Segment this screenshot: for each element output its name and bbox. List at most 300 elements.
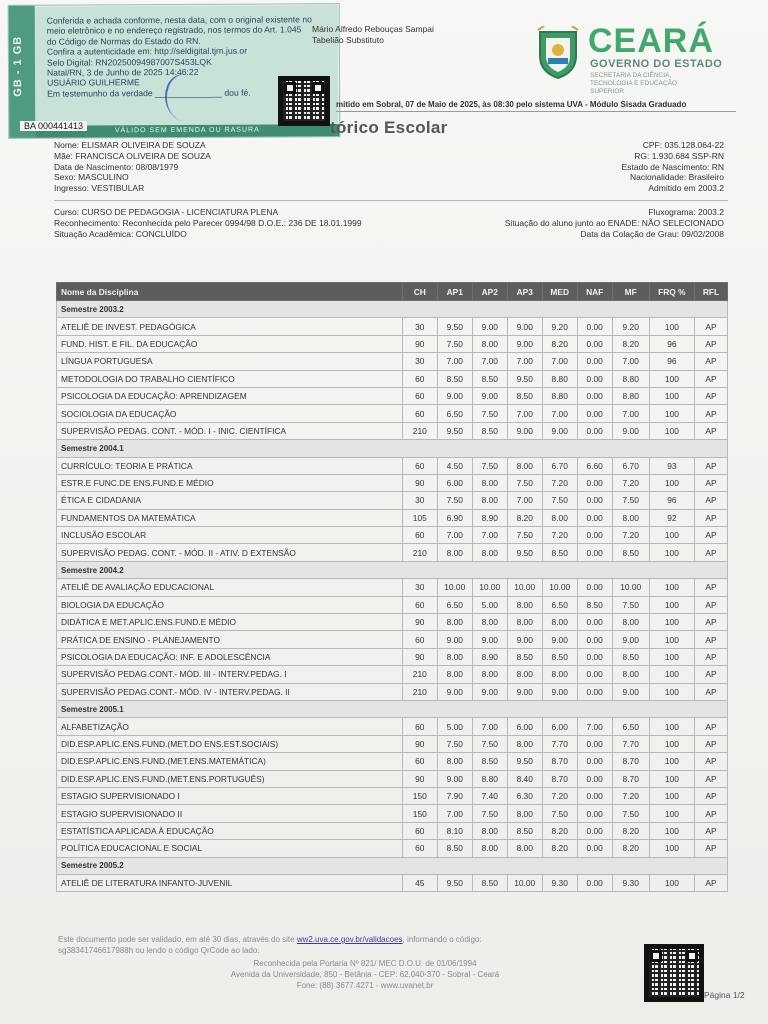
stamp-line: Em testemunho da verdade ______________ dou fé.: [47, 87, 251, 99]
table-cell: 7.20: [542, 527, 577, 544]
column-header: NAF: [577, 283, 612, 301]
table-cell: 7.70: [542, 735, 577, 752]
table-cell: 7.00: [472, 527, 507, 544]
info-line: Situação do aluno junto ao ENADE: NÃO SELECIONADO: [504, 217, 724, 228]
table-cell: AP: [695, 787, 728, 804]
table-cell: 100: [649, 683, 694, 700]
table-cell: DID.ESP.APLIC.ENS.FUND.(MET.DO ENS.EST.SOCIAIS): [57, 735, 403, 752]
table-cell: 0.00: [577, 805, 612, 822]
table-cell: PSICOLOGIA DA EDUCAÇÃO: APRENDIZAGEM: [57, 387, 403, 404]
tabeliao-name: Mário Alfredo Rebouças Sampai: [312, 24, 434, 34]
table-cell: 96: [649, 492, 694, 509]
divider: [54, 200, 728, 201]
footer-line: Avenida da Universidade, 850 - Betânia - CEP: 62.040-370 - Sobral - Ceará: [230, 970, 500, 979]
table-row: [57, 527, 728, 544]
table-row: [57, 840, 728, 857]
table-cell: LÍNGUA PORTUGUESA: [57, 353, 403, 370]
table-cell: 7.50: [542, 805, 577, 822]
table-cell: AP: [695, 666, 728, 683]
table-cell: 9.50: [507, 370, 542, 387]
table-cell: 9.00: [437, 387, 472, 404]
table-cell: 100: [649, 805, 694, 822]
table-cell: 8.00: [507, 457, 542, 474]
table-cell: 60: [402, 840, 437, 857]
table-cell: 100: [649, 579, 694, 596]
table-cell: 9.00: [612, 422, 649, 439]
logo-brand: CEARÁ: [588, 22, 714, 60]
info-line: Estado de Nascimento: RN: [621, 161, 724, 172]
table-cell: 0.00: [577, 648, 612, 665]
table-cell: 0.00: [577, 509, 612, 526]
table-cell: 10.00: [437, 579, 472, 596]
table-cell: 10.00: [612, 579, 649, 596]
table-cell: 8.50: [542, 544, 577, 561]
table-cell: AP: [695, 353, 728, 370]
validation-note: [58, 934, 578, 956]
table-row: [57, 753, 728, 770]
table-cell: 7.20: [612, 527, 649, 544]
table-cell: 7.50: [542, 492, 577, 509]
table-cell: 30: [402, 492, 437, 509]
column-header: AP1: [437, 283, 472, 301]
table-cell: 6.70: [542, 457, 577, 474]
info-line: Ingresso: VESTIBULAR: [54, 183, 145, 194]
table-cell: 9.50: [507, 544, 542, 561]
table-row: [57, 735, 728, 752]
tabeliao-block: [312, 24, 434, 46]
validation-link[interactable]: ww2.uva.ce.gov.br/validacoes: [296, 935, 403, 944]
table-cell: 6.00: [507, 718, 542, 735]
table-cell: 6.50: [437, 596, 472, 613]
stamp-line: meio eletrônico e no endereço registrado, nos termos do Art. 1.045: [46, 24, 302, 37]
stamp-line: Confira a autenticidade em: http://seldigital.tjrn.jus.or: [46, 45, 248, 57]
table-cell: 100: [649, 840, 694, 857]
table-cell: 8.70: [542, 753, 577, 770]
table-cell: 60: [402, 457, 437, 474]
table-cell: 9.00: [612, 683, 649, 700]
table-cell: 8.80: [472, 770, 507, 787]
validation-text: Este documento pode ser validado, em até 30 dias, através do site: [58, 935, 295, 944]
stamp-side-text: GB - 1 GB: [11, 35, 25, 97]
table-cell: AP: [695, 718, 728, 735]
table-cell: 7.20: [542, 474, 577, 491]
tabeliao-role: Tabelião Substituto: [312, 35, 384, 45]
table-cell: 0.00: [577, 631, 612, 648]
table-cell: 7.50: [472, 405, 507, 422]
table-cell: DID.ESP.APLIC.ENS.FUND.(MET.ENS.PORTUGUÊS): [57, 770, 403, 787]
table-cell: AP: [695, 770, 728, 787]
table-cell: AP: [695, 735, 728, 752]
table-cell: 0.00: [577, 370, 612, 387]
table-cell: 100: [649, 318, 694, 335]
table-cell: 8.00: [507, 596, 542, 613]
table-cell: 0.00: [577, 405, 612, 422]
table-cell: DIDÁTICA E MET.APLIC.ENS.FUND.E MÉDIO: [57, 614, 403, 631]
table-cell: 90: [402, 735, 437, 752]
table-cell: 7.00: [542, 353, 577, 370]
column-header: MF: [612, 283, 649, 301]
table-cell: ATELIÊ DE LITERATURA INFANTO-JUVENIL: [57, 874, 403, 891]
table-cell: DID.ESP.APLIC.ENS.FUND.(MET.ENS.MATEMÁTICA): [57, 753, 403, 770]
student-info-left: [54, 140, 211, 194]
table-row: [57, 370, 728, 387]
table-cell: 7.90: [437, 787, 472, 804]
table-cell: 60: [402, 596, 437, 613]
table-cell: 90: [402, 335, 437, 352]
column-header: FRQ %: [649, 283, 694, 301]
document-title: tórico Escolar: [330, 118, 448, 137]
table-cell: 8.90: [472, 509, 507, 526]
table-cell: 7.20: [612, 474, 649, 491]
table-cell: 9.50: [437, 318, 472, 335]
info-line: Admitido em 2003.2: [648, 183, 724, 194]
table-cell: 90: [402, 770, 437, 787]
ceara-logo: [532, 22, 752, 95]
table-cell: 9.00: [542, 683, 577, 700]
table-cell: 8.20: [542, 822, 577, 839]
table-cell: ESTAGIO SUPERVISIONADO II: [57, 805, 403, 822]
table-cell: 0.00: [577, 544, 612, 561]
table-row: [57, 805, 728, 822]
table-cell: 9.30: [612, 874, 649, 891]
table-cell: 8.10: [437, 822, 472, 839]
table-cell: 90: [402, 648, 437, 665]
table-cell: 7.50: [507, 474, 542, 491]
table-cell: 100: [649, 648, 694, 665]
table-cell: 90: [402, 614, 437, 631]
table-cell: ESTR.E FUNC.DE ENS.FUND.E MÉDIO: [57, 474, 403, 491]
table-cell: 9.00: [542, 422, 577, 439]
table-cell: 6.50: [612, 718, 649, 735]
table-cell: 0.00: [577, 787, 612, 804]
table-cell: 9.00: [507, 318, 542, 335]
table-cell: AP: [695, 614, 728, 631]
table-cell: SUPERVISÃO PEDAG. CONT. - MÓD. I - INIC. CIENTÍFICA: [57, 422, 403, 439]
table-cell: 7.00: [472, 718, 507, 735]
table-cell: 8.50: [507, 648, 542, 665]
table-cell: 60: [402, 631, 437, 648]
table-row: [57, 683, 728, 700]
stamp-line: Natal/RN, 3 de Junho de 2025 14:46:22: [46, 66, 199, 78]
table-cell: 9.00: [437, 770, 472, 787]
stamp-line: USUÁRIO GUILHERME: [47, 77, 140, 89]
semester-row: [57, 857, 728, 874]
table-cell: 0.00: [577, 770, 612, 787]
table-cell: 8.00: [472, 335, 507, 352]
table-cell: SOCIOLOGIA DA EDUCAÇÃO: [57, 405, 403, 422]
table-cell: 7.50: [507, 527, 542, 544]
table-cell: 100: [649, 596, 694, 613]
table-cell: 8.80: [542, 370, 577, 387]
table-cell: 0.00: [577, 579, 612, 596]
table-cell: ÉTICA E CIDADANIA: [57, 492, 403, 509]
table-cell: 150: [402, 787, 437, 804]
table-cell: 0.00: [577, 753, 612, 770]
table-cell: 100: [649, 614, 694, 631]
table-cell: 8.00: [542, 666, 577, 683]
table-cell: 30: [402, 579, 437, 596]
table-cell: 8.70: [542, 770, 577, 787]
table-cell: CURRÍCULO: TEORIA E PRÁTICA: [57, 457, 403, 474]
table-cell: POLÍTICA EDUCACIONAL E SOCIAL: [57, 840, 403, 857]
info-line: Data da Colação de Grau: 09/02/2008: [580, 228, 724, 239]
table-row: [57, 318, 728, 335]
table-cell: 8.20: [612, 822, 649, 839]
table-cell: 8.00: [507, 805, 542, 822]
table-cell: 60: [402, 405, 437, 422]
table-cell: 8.00: [437, 544, 472, 561]
table-cell: AP: [695, 387, 728, 404]
table-header-row: [57, 283, 728, 301]
table-cell: 7.50: [437, 735, 472, 752]
stamp-footer: VÁLIDO SEM EMENDA OU RASURA: [35, 124, 339, 138]
table-cell: AP: [695, 840, 728, 857]
table-cell: 8.90: [472, 648, 507, 665]
semester-label: Semestre 2005.1: [57, 700, 728, 717]
table-cell: INCLUSÃO ESCOLAR: [57, 527, 403, 544]
info-line: CPF: 035.128.064-22: [642, 140, 724, 150]
table-cell: 10.00: [472, 579, 507, 596]
crest-icon: [536, 26, 580, 80]
column-header: CH: [402, 283, 437, 301]
table-cell: 100: [649, 718, 694, 735]
footer-line: Reconhecida pela Portaria Nº 821/ MEC D.O.U. de 01/06/1994: [253, 959, 477, 968]
table-cell: 8.00: [437, 753, 472, 770]
table-cell: 60: [402, 718, 437, 735]
table-cell: 8.20: [542, 840, 577, 857]
page-number: Página 1/2: [704, 990, 745, 1000]
column-header: RFL: [695, 283, 728, 301]
table-cell: 210: [402, 666, 437, 683]
table-cell: 100: [649, 666, 694, 683]
table-cell: 6.50: [437, 405, 472, 422]
semester-row: [57, 440, 728, 457]
table-cell: 8.00: [472, 840, 507, 857]
course-info-left: [54, 207, 362, 239]
table-cell: 9.50: [437, 874, 472, 891]
stamp-line: do Código de Normas do Estado do RN.: [46, 35, 201, 47]
table-cell: 7.00: [437, 527, 472, 544]
table-cell: 8.00: [472, 544, 507, 561]
info-line: Situação Acadêmica: CONCLUÍDO: [54, 228, 187, 239]
table-cell: AP: [695, 335, 728, 352]
info-line: Mãe: FRANCISCA OLIVEIRA DE SOUZA: [54, 150, 211, 161]
table-row: [57, 770, 728, 787]
institution-footer: [140, 958, 590, 991]
table-cell: 6.30: [507, 787, 542, 804]
table-cell: FUNDAMENTOS DA MATEMÁTICA: [57, 509, 403, 526]
table-cell: 9.00: [437, 631, 472, 648]
logo-secretaria: SECRETARIA DA CIÊNCIA, TECNOLOGIA E EDUCAÇÃO SUPERIOR: [590, 72, 678, 95]
table-cell: 9.00: [507, 631, 542, 648]
student-info-right: [621, 140, 724, 194]
table-cell: 8.00: [472, 474, 507, 491]
table-cell: 7.20: [612, 787, 649, 804]
table-cell: SUPERVISÃO PEDAG. CONT. - MÓD. II - ATIV. D EXTENSÃO: [57, 544, 403, 561]
table-cell: 10.00: [542, 579, 577, 596]
table-row: [57, 353, 728, 370]
table-cell: ALFABETIZAÇÃO: [57, 718, 403, 735]
table-row: [57, 492, 728, 509]
table-cell: 100: [649, 874, 694, 891]
table-cell: 8.00: [542, 509, 577, 526]
table-cell: 8.00: [437, 648, 472, 665]
table-cell: 7.00: [577, 718, 612, 735]
table-cell: 7.00: [472, 353, 507, 370]
table-cell: AP: [695, 422, 728, 439]
table-cell: ATELIÊ DE AVALIAÇÃO EDUCACIONAL: [57, 579, 403, 596]
emission-line: mitido em Sobral, 07 de Maio de 2025, às 08:30 pelo sistema UVA - Módulo Sisada Graduado: [336, 100, 687, 109]
semester-row: [57, 301, 728, 318]
table-cell: 210: [402, 544, 437, 561]
table-cell: 0.00: [577, 387, 612, 404]
table-cell: ESTATÍSTICA APLICADA À EDUCAÇÃO: [57, 822, 403, 839]
table-cell: 0.00: [577, 666, 612, 683]
table-cell: AP: [695, 683, 728, 700]
table-cell: 9.00: [507, 335, 542, 352]
table-cell: 8.00: [472, 822, 507, 839]
table-cell: 100: [649, 631, 694, 648]
table-cell: METODOLOGIA DO TRABALHO CIENTÍFICO: [57, 370, 403, 387]
table-cell: 8.20: [612, 335, 649, 352]
table-row: [57, 822, 728, 839]
table-cell: 9.50: [507, 753, 542, 770]
table-cell: 0.00: [577, 527, 612, 544]
table-cell: 8.80: [612, 370, 649, 387]
table-cell: 7.00: [612, 405, 649, 422]
table-cell: 93: [649, 457, 694, 474]
table-cell: 5.00: [437, 718, 472, 735]
column-header: AP2: [472, 283, 507, 301]
table-cell: 96: [649, 335, 694, 352]
table-cell: PRÁTICA DE ENSINO - PLANEJAMENTO: [57, 631, 403, 648]
table-cell: 9.00: [472, 631, 507, 648]
table-cell: 9.00: [472, 683, 507, 700]
table-cell: 8.20: [612, 840, 649, 857]
table-row: [57, 787, 728, 804]
table-cell: 10.00: [507, 579, 542, 596]
table-cell: BIOLOGIA DA EDUCAÇÃO: [57, 596, 403, 613]
table-cell: 7.00: [542, 405, 577, 422]
table-row: [57, 718, 728, 735]
table-cell: AP: [695, 648, 728, 665]
info-line: Data de Nascimento: 08/08/1979: [54, 161, 179, 172]
table-cell: 90: [402, 474, 437, 491]
table-cell: AP: [695, 370, 728, 387]
table-cell: 4.50: [437, 457, 472, 474]
info-line: Sexo: MASCULINO: [54, 172, 129, 183]
table-cell: 6.90: [437, 509, 472, 526]
table-cell: 9.00: [542, 631, 577, 648]
table-cell: 8.50: [472, 753, 507, 770]
table-cell: 8.00: [612, 666, 649, 683]
table-cell: 8.50: [437, 370, 472, 387]
table-cell: 8.40: [507, 770, 542, 787]
table-cell: 9.00: [507, 683, 542, 700]
table-cell: 7.50: [472, 805, 507, 822]
table-row: [57, 666, 728, 683]
table-cell: AP: [695, 805, 728, 822]
table-cell: 9.50: [437, 422, 472, 439]
table-cell: ATELIÊ DE INVEST. PEDAGÓGICA: [57, 318, 403, 335]
table-cell: 8.00: [507, 840, 542, 857]
table-cell: 100: [649, 474, 694, 491]
divider: [336, 111, 736, 112]
table-cell: 8.00: [472, 666, 507, 683]
table-cell: 30: [402, 318, 437, 335]
semester-row: [57, 700, 728, 717]
table-cell: 6.00: [437, 474, 472, 491]
table-cell: 100: [649, 422, 694, 439]
table-cell: 8.00: [472, 492, 507, 509]
table-cell: SUPERVISÃO PEDAG.CONT.- MÓD. III - INTERV.PEDAG. I: [57, 666, 403, 683]
table-row: [57, 648, 728, 665]
qr-code-icon: [644, 944, 704, 1002]
table-row: [57, 422, 728, 439]
table-cell: AP: [695, 544, 728, 561]
table-cell: 0.00: [577, 874, 612, 891]
table-cell: FUND. HIST. E FIL. DA EDUCAÇÃO: [57, 335, 403, 352]
table-cell: 8.50: [577, 596, 612, 613]
table-cell: 8.50: [472, 370, 507, 387]
table-cell: 9.00: [472, 318, 507, 335]
stamp-line: Selo Digital: RN20250094987007S453LQK: [46, 56, 212, 68]
table-row: [57, 387, 728, 404]
qr-code-icon: [278, 76, 330, 126]
table-cell: 0.00: [577, 840, 612, 857]
table-cell: 8.00: [507, 614, 542, 631]
table-cell: 30: [402, 353, 437, 370]
course-info-right: [505, 207, 724, 239]
table-cell: 210: [402, 683, 437, 700]
semester-label: Semestre 2004.2: [57, 561, 728, 578]
table-cell: 7.50: [612, 492, 649, 509]
table-cell: SUPERVISÃO PEDAG.CONT.- MÓD. IV - INTERV.PEDAG. II: [57, 683, 403, 700]
table-cell: 8.50: [507, 822, 542, 839]
table-cell: PSICOLOGIA DA EDUCAÇÃO: INF. E ADOLESCÊNCIA: [57, 648, 403, 665]
table-cell: 0.00: [577, 422, 612, 439]
table-cell: AP: [695, 492, 728, 509]
table-cell: 100: [649, 753, 694, 770]
column-header: Nome da Disciplina: [57, 283, 403, 301]
table-cell: 100: [649, 405, 694, 422]
grades-table: [56, 282, 728, 892]
table-cell: 8.00: [507, 735, 542, 752]
table-cell: 8.50: [542, 648, 577, 665]
table-cell: 8.50: [472, 874, 507, 891]
semester-label: Semestre 2003.2: [57, 301, 728, 318]
table-cell: 0.00: [577, 822, 612, 839]
logo-subtitle: GOVERNO DO ESTADO: [590, 58, 723, 70]
table-cell: 8.00: [437, 614, 472, 631]
table-cell: AP: [695, 474, 728, 491]
stamp-line: Conferida e achada conforme, nesta data, com o original existente no: [46, 14, 312, 26]
semester-label: Semestre 2005.2: [57, 857, 728, 874]
table-cell: 6.70: [612, 457, 649, 474]
info-line: Nacionalidade: Brasileiro: [629, 172, 724, 183]
table-cell: AP: [695, 457, 728, 474]
table-cell: 7.50: [472, 457, 507, 474]
table-cell: 9.20: [612, 318, 649, 335]
table-cell: 60: [402, 387, 437, 404]
table-cell: 210: [402, 422, 437, 439]
table-row: [57, 596, 728, 613]
table-cell: 7.40: [472, 787, 507, 804]
table-cell: 8.00: [612, 509, 649, 526]
table-cell: 7.00: [612, 353, 649, 370]
table-cell: 60: [402, 753, 437, 770]
table-cell: 100: [649, 787, 694, 804]
